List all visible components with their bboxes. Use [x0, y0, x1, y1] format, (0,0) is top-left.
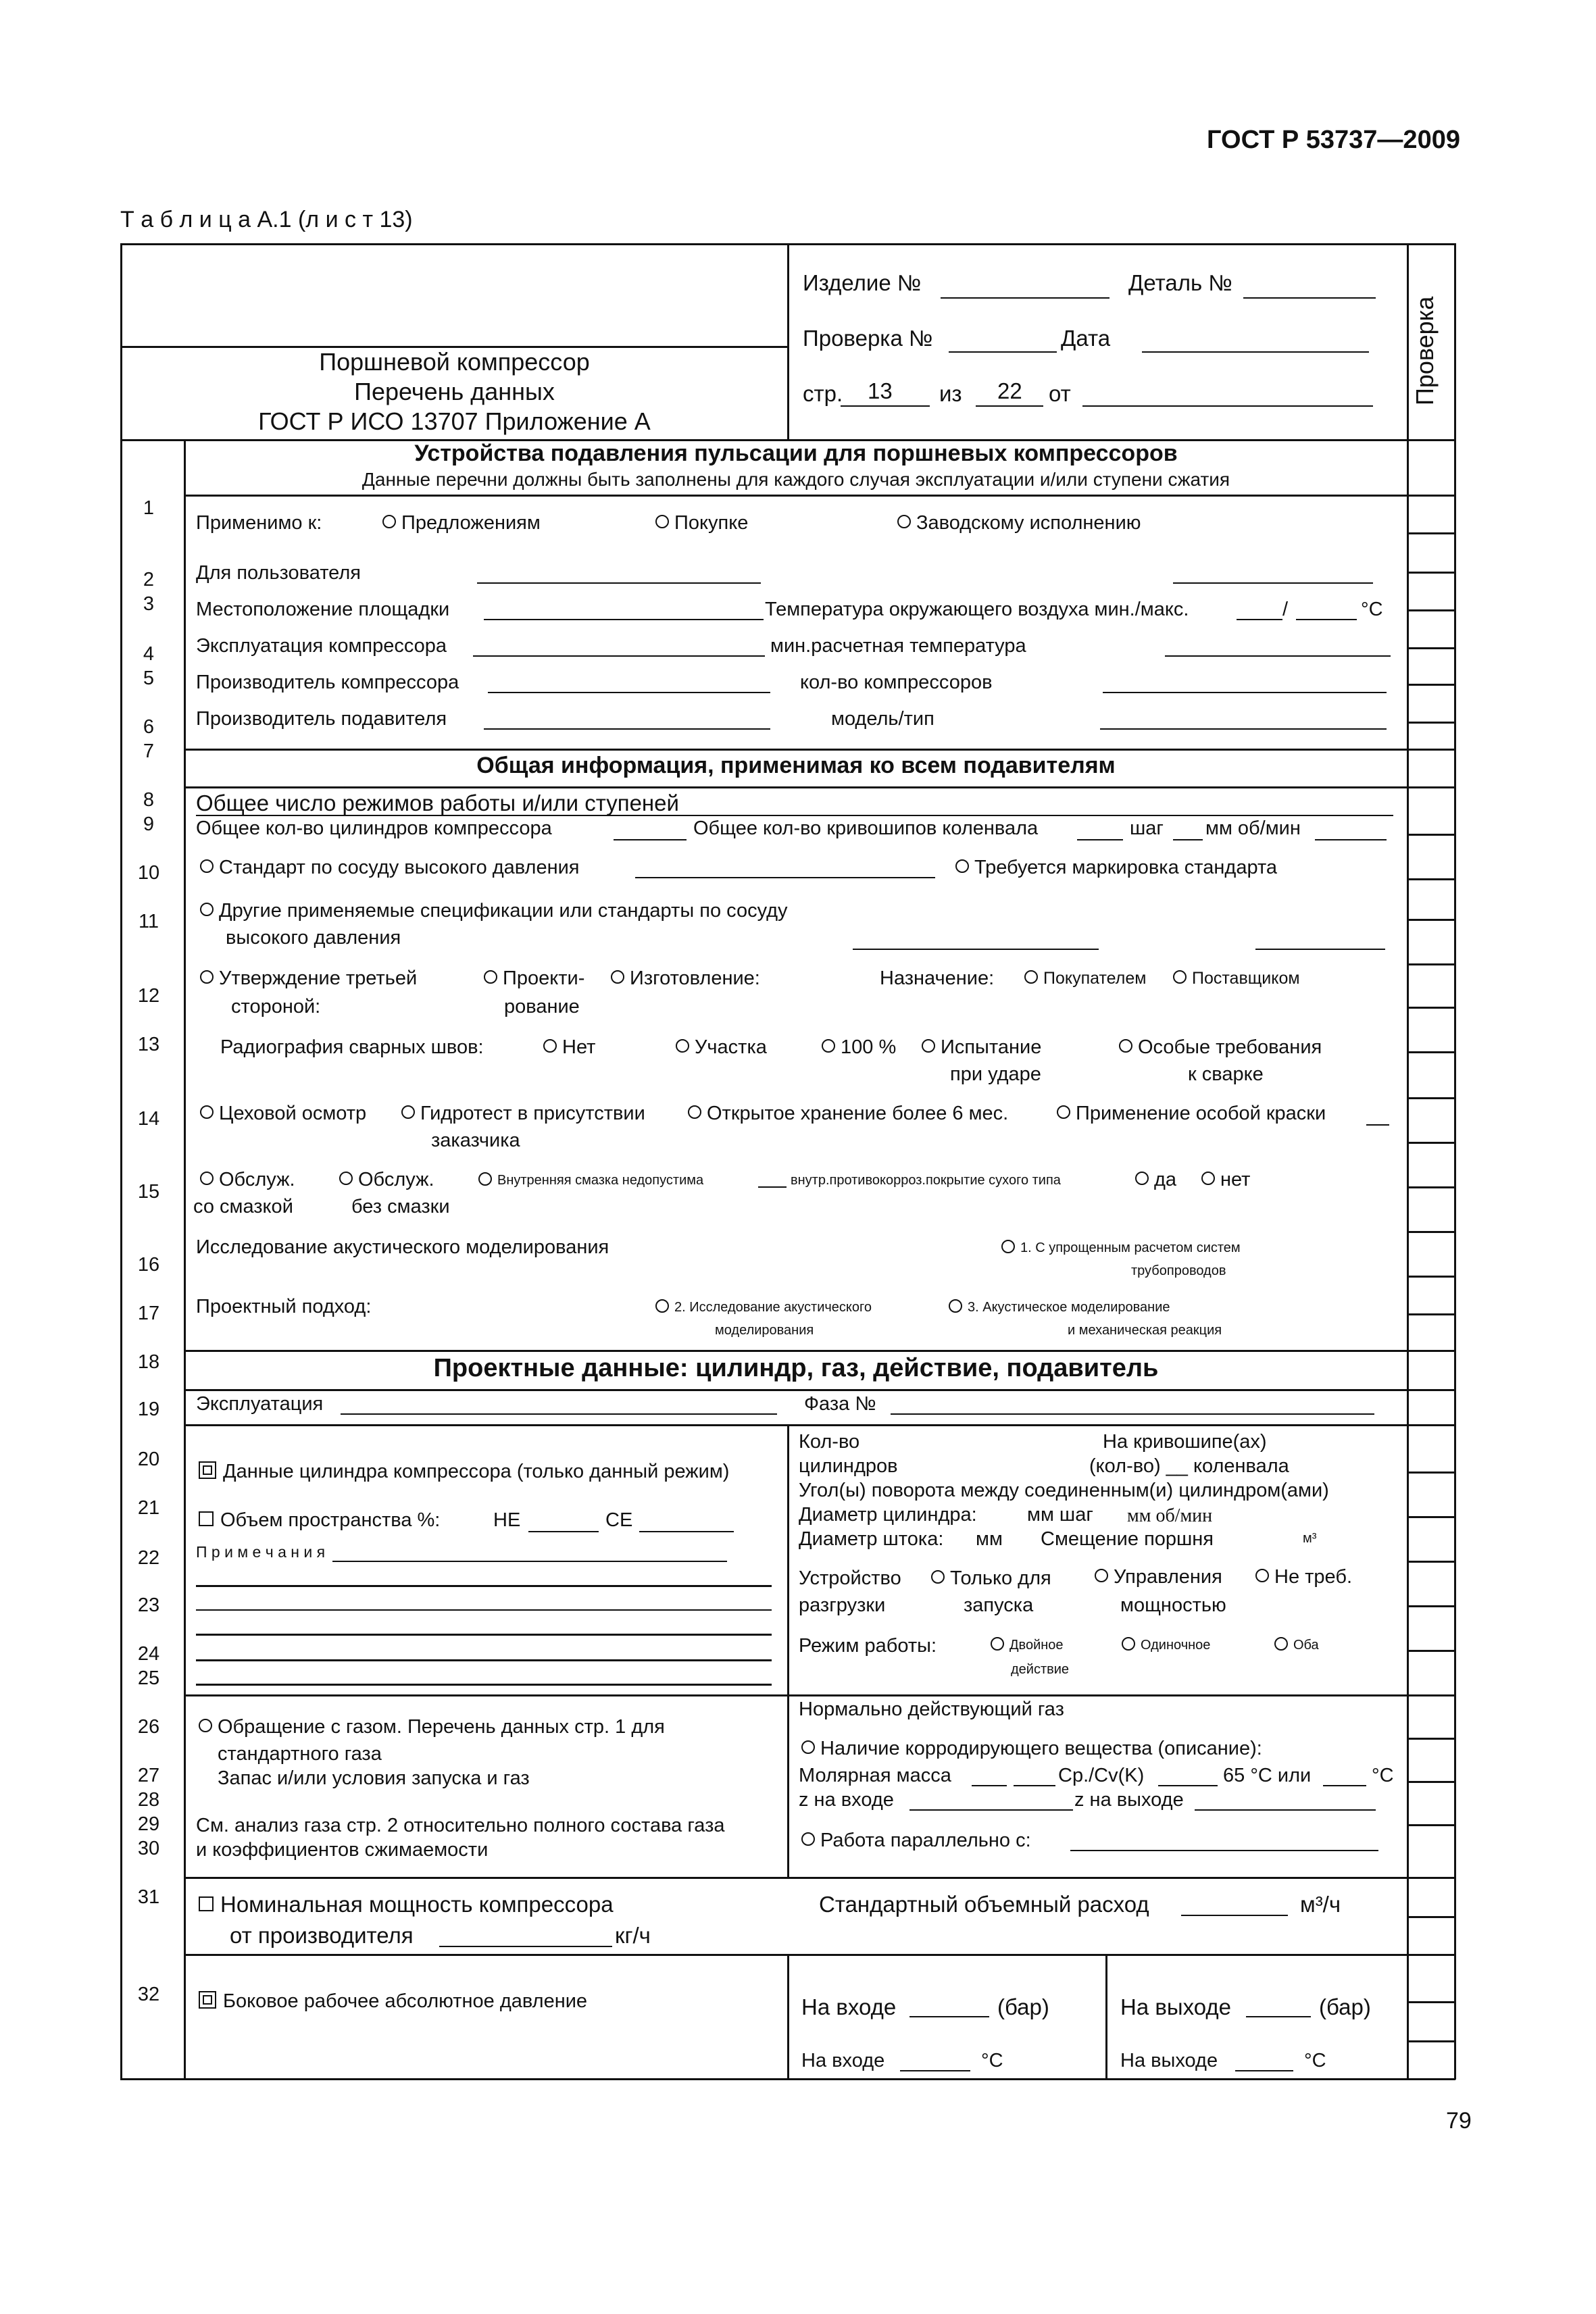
purpose-label: Назначение:: [880, 967, 995, 989]
third-party-option[interactable]: Утверждение третьей: [200, 967, 417, 990]
row-number: 19: [137, 1399, 160, 1420]
cylinder-data-checkbox[interactable]: Данные цилиндра компрессора (только данный режим): [199, 1461, 729, 1483]
angle-label: Угол(ы) поворота между соединенным(и) цилиндром(ами): [799, 1480, 1329, 1501]
radio-circle-icon: [1001, 1240, 1015, 1253]
radio-circle-icon: [822, 1039, 835, 1053]
row-number: 24: [137, 1643, 160, 1665]
row-number: 1: [143, 497, 155, 519]
checkbox-icon: [199, 1896, 214, 1911]
radio-circle-icon: [1274, 1637, 1288, 1651]
radio-circle-icon: [200, 1172, 214, 1185]
radio-circle-icon: [931, 1570, 945, 1584]
radio-circle-icon: [1173, 970, 1187, 984]
radio-circle-icon: [1255, 1569, 1269, 1582]
row-number: 27: [137, 1765, 160, 1786]
row-number: 14: [137, 1108, 160, 1130]
row-number: 20: [137, 1449, 160, 1470]
anticorr-yes-option[interactable]: да: [1135, 1169, 1176, 1191]
row-number: 6: [143, 716, 155, 738]
inlet-temp-unit: °С: [981, 2050, 1003, 2071]
radio-circle-icon: [478, 1172, 492, 1186]
step-field[interactable]: [1173, 839, 1203, 840]
design-option[interactable]: Проекти-: [484, 967, 584, 990]
ce-field[interactable]: [639, 1531, 734, 1532]
inlet-bar-field[interactable]: [909, 2016, 989, 2017]
hp-vessel-field[interactable]: [635, 877, 935, 878]
rated-capacity-checkbox[interactable]: Номинальная мощность компрессора: [199, 1892, 614, 1917]
rated-capacity-line2: от производителя: [230, 1923, 414, 1948]
notes-line[interactable]: [196, 1634, 772, 1636]
radio-circle-icon: [401, 1105, 415, 1119]
mm-rpm-label: мм об/мин: [1205, 818, 1301, 839]
radio-circle-icon: [1024, 970, 1038, 984]
radio-circle-icon: [897, 515, 911, 528]
checked-box-icon: [199, 1461, 216, 1479]
radiography-section-option[interactable]: Участка: [676, 1036, 767, 1059]
special-weld-line2: к сварке: [1188, 1063, 1264, 1085]
service-lubed-option[interactable]: Обслуж.: [200, 1169, 295, 1191]
row-number: 9: [143, 813, 155, 835]
radio-circle-icon: [955, 859, 969, 873]
row-number: 11: [138, 911, 159, 932]
not-required-option[interactable]: Не треб.: [1255, 1566, 1352, 1588]
title-line-2: Перечень данных: [354, 378, 555, 405]
std-flow-unit: м³/ч: [1300, 1892, 1341, 1917]
operation-field[interactable]: [341, 1413, 777, 1415]
row-number: 4: [143, 643, 155, 665]
row-number: 2: [143, 569, 155, 590]
radio-circle-icon: [200, 970, 214, 984]
purpose-buyer-option[interactable]: Покупателем: [1024, 969, 1146, 988]
corrosive-option[interactable]: Наличие корродирующего вещества (описание):: [801, 1738, 1262, 1760]
radio-circle-icon: [1057, 1105, 1070, 1119]
mode-label: Режим работы:: [799, 1635, 937, 1657]
internal-lube-option[interactable]: Внутренняя смазка недопустима: [478, 1173, 703, 1188]
applicable-purchase[interactable]: Покупке: [655, 512, 748, 534]
service-lubed-line2: со смазкой: [193, 1196, 293, 1217]
compressor-maker-field[interactable]: [488, 692, 770, 693]
radio-circle-icon: [484, 970, 497, 984]
deg65-label: 65 °С или: [1223, 1765, 1312, 1786]
radiography-no-option[interactable]: Нет: [543, 1036, 595, 1059]
purpose-supplier-option[interactable]: Поставщиком: [1173, 969, 1300, 988]
damper-maker-label: Производитель подавителя: [196, 708, 447, 730]
rpm-field[interactable]: [1315, 839, 1387, 840]
radio-circle-icon: [991, 1637, 1004, 1651]
page-of-word: из: [939, 381, 962, 406]
row-number: 13: [137, 1034, 160, 1055]
radio-circle-icon: [676, 1039, 689, 1053]
r-crank-line2: (кол-во) __ коленвала: [1089, 1455, 1289, 1477]
compressor-maker-label: Производитель компрессора: [196, 672, 459, 693]
std-flow-label: Стандартный объемный расход: [819, 1892, 1149, 1917]
radio-circle-icon: [1095, 1569, 1108, 1582]
page-number: 79: [1446, 2108, 1472, 2134]
open-storage-option[interactable]: Открытое хранение более 6 мес.: [688, 1103, 1008, 1125]
modes-label: Общее число режимов работы и/или ступеней: [196, 790, 679, 815]
checked-box-icon: [199, 1991, 216, 2009]
crank-count-label: Общее кол-во кривошипов коленвала: [693, 818, 1039, 839]
z-outlet-field[interactable]: [1195, 1809, 1376, 1811]
operation-label: Эксплуатация: [196, 1393, 324, 1415]
other-specs-field[interactable]: [853, 949, 1099, 950]
radio-circle-icon: [382, 515, 396, 528]
notes-line[interactable]: [196, 1659, 772, 1661]
outlet-bar-field[interactable]: [1246, 2016, 1311, 2017]
row-number: 18: [137, 1351, 160, 1373]
design-approach-label: Проектный подход:: [196, 1296, 372, 1317]
checkbox-icon: [199, 1511, 214, 1526]
radio-circle-icon: [655, 515, 669, 528]
section1-subtitle: Данные перечни должны быть заполнены для каждого случая эксплуатации и/или ступени сжатия: [361, 469, 1230, 490]
applicable-factory[interactable]: Заводскому исполнению: [897, 512, 1141, 534]
approach-3-line2: и механическая реакция: [1068, 1323, 1222, 1338]
molar-mass-field-2[interactable]: [1014, 1785, 1055, 1786]
temp-unit: °С: [1372, 1765, 1394, 1786]
notes-line[interactable]: [196, 1684, 772, 1686]
other-specs-field-2[interactable]: [1255, 949, 1385, 950]
ambient-temp-label: Температура окружающего воздуха мин./макс.: [765, 599, 1189, 620]
rated-capacity-unit: кг/ч: [615, 1923, 651, 1948]
rod-unit: мм: [976, 1528, 1003, 1550]
min-design-temp-field[interactable]: [1165, 655, 1391, 657]
radio-circle-icon: [801, 1740, 815, 1754]
page-current: 13: [868, 378, 893, 403]
table-title: Т а б л и ц а А.1 (л и с т 13): [120, 207, 413, 232]
special-paint-option[interactable]: Применение особой краски: [1057, 1103, 1326, 1125]
row-number: 10: [137, 862, 160, 884]
other-specs-line2: высокого давления: [226, 927, 401, 949]
outlet-temp-unit: °С: [1304, 2050, 1326, 2071]
r-cyl-count-label: Кол-во: [799, 1431, 860, 1453]
radio-circle-icon: [1201, 1172, 1215, 1185]
start-only-option[interactable]: Только для: [931, 1567, 1051, 1590]
shop-inspection-option[interactable]: Цеховой осмотр: [200, 1103, 366, 1125]
service-nolube-option[interactable]: Обслуж.: [339, 1169, 434, 1191]
radio-circle-icon: [543, 1039, 557, 1053]
title-line-1: Поршневой компрессор: [319, 348, 590, 376]
third-party-line2: стороной:: [231, 996, 321, 1017]
page-total: 22: [997, 378, 1022, 403]
ambient-unit: °С: [1361, 599, 1383, 620]
detal-label: Деталь №: [1128, 270, 1232, 295]
inlet-bar-unit: (бар): [997, 1994, 1049, 2019]
inlet-bar-label: На входе: [801, 1994, 897, 2019]
inlet-temp-field[interactable]: [900, 2070, 970, 2071]
radio-circle-icon: [655, 1299, 669, 1313]
row-number: 23: [137, 1594, 160, 1616]
notes-label: П р и м е ч а н и я: [196, 1543, 326, 1561]
row-number: 12: [137, 985, 160, 1007]
notes-line[interactable]: [196, 1585, 772, 1587]
parallel-option[interactable]: Работа параллельно с:: [801, 1830, 1031, 1852]
anticorrosion-label: внутр.противокорроз.покрытие сухого типа: [791, 1173, 1061, 1188]
r-crank-label: На кривошипе(ах): [1103, 1431, 1267, 1453]
page-of-label: стр.: [803, 381, 843, 406]
compressor-operation-label: Эксплуатация компрессора: [196, 635, 447, 657]
row-number: 5: [143, 668, 155, 689]
cpcv-label: Ср./Сv(K): [1058, 1765, 1145, 1786]
r-cyl-count-line2: цилиндров: [799, 1455, 898, 1477]
single-acting-option[interactable]: Одиночное: [1122, 1638, 1210, 1653]
inlet-temp-label: На входе: [801, 2050, 885, 2071]
row-number: 28: [137, 1789, 160, 1811]
rated-capacity-field[interactable]: [439, 1946, 612, 1947]
row-number: 25: [137, 1667, 160, 1689]
outlet-bar-label: На выходе: [1120, 1994, 1231, 2019]
ambient-max-field[interactable]: [1296, 619, 1357, 620]
unloader-label: Устройство: [799, 1567, 901, 1589]
radio-circle-icon: [801, 1832, 815, 1846]
molar-mass-field[interactable]: [972, 1785, 1007, 1786]
standard-number: ГОСТ Р 53737—2009: [1207, 126, 1460, 154]
radio-circle-icon: [1122, 1637, 1135, 1651]
approach-1-option[interactable]: 1. С упрощенным расчетом систем: [1001, 1240, 1241, 1256]
row-number: 31: [137, 1886, 160, 1908]
piston-disp-unit: м³: [1303, 1531, 1317, 1546]
user-field-2[interactable]: [1173, 582, 1373, 584]
impact-test-option[interactable]: Испытание: [922, 1036, 1041, 1059]
marking-option[interactable]: Требуется маркировка стандарта: [955, 857, 1277, 879]
step-label: шаг: [1130, 818, 1164, 839]
radio-circle-icon: [1119, 1039, 1132, 1053]
gas-handling-line2: стандартного газа: [218, 1743, 382, 1765]
gas-handling-line3: Запас и/или условия запуска и газ: [218, 1767, 530, 1789]
capacity-control-option[interactable]: Управления: [1095, 1566, 1222, 1588]
proverka-no-label: Проверка №: [803, 326, 933, 351]
double-acting-line2: действие: [1011, 1662, 1070, 1677]
row-number: 7: [143, 740, 155, 762]
gas-analysis-line2: и коэффициентов сжимаемости: [196, 1839, 489, 1861]
ambient-min-field[interactable]: [1237, 619, 1282, 620]
ambient-slash: /: [1282, 599, 1289, 620]
hydrotest-line2: заказчика: [431, 1130, 520, 1151]
date-label: Дата: [1061, 326, 1111, 351]
bore-rpm-unit: мм об/мин: [1127, 1505, 1213, 1526]
phase-label: Фаза №: [804, 1393, 876, 1415]
capacity-control-line2: мощностью: [1120, 1594, 1226, 1616]
section2-title: Общая информация, применимая ко всем подавителям: [476, 753, 1116, 778]
temp-field[interactable]: [1323, 1785, 1366, 1786]
proverka-side-label: Проверка: [1411, 296, 1439, 405]
compressor-operation-field[interactable]: [473, 655, 765, 657]
piston-disp-label: Смещение поршня: [1041, 1528, 1214, 1550]
manufacture-option[interactable]: Изготовление:: [611, 967, 760, 990]
z-inlet-label: z на входе: [799, 1789, 894, 1811]
model-type-field[interactable]: [1100, 728, 1387, 730]
section3-title: Проектные данные: цилиндр, газ, действие, подавитель: [433, 1354, 1159, 1382]
ce-label: СЕ: [605, 1509, 633, 1531]
row-number: 8: [143, 789, 155, 811]
row-number: 3: [143, 593, 155, 615]
approach-2-line2: моделирования: [715, 1323, 814, 1338]
radio-circle-icon: [688, 1105, 701, 1119]
special-paint-field[interactable]: [1366, 1124, 1389, 1126]
compressor-count-field[interactable]: [1103, 692, 1387, 693]
compressor-count-label: кол-во компрессоров: [800, 672, 993, 693]
hydrotest-option[interactable]: Гидротест в присутствии: [401, 1103, 645, 1125]
min-design-temp-label: мин.расчетная температура: [770, 635, 1026, 657]
approach-3-option[interactable]: 3. Акустическое моделирование: [949, 1300, 1170, 1315]
row-number: 32: [137, 1984, 160, 2005]
start-only-line2: запуска: [964, 1594, 1034, 1616]
radio-circle-icon: [200, 903, 214, 916]
z-outlet-label: z на выходе: [1074, 1789, 1184, 1811]
he-label: НЕ: [493, 1509, 521, 1531]
radio-circle-icon: [200, 1105, 214, 1119]
izdelie-label: Изделие №: [803, 270, 922, 295]
gas-analysis-label: См. анализ газа стр. 2 относительно полного состава газа: [196, 1815, 725, 1836]
std-flow-field[interactable]: [1181, 1915, 1288, 1916]
row-number: 21: [137, 1497, 160, 1519]
unloader-line2: разгрузки: [799, 1594, 886, 1616]
site-field[interactable]: [484, 619, 764, 620]
user-field[interactable]: [477, 582, 761, 584]
applicable-proposals[interactable]: Предложениям: [382, 512, 541, 534]
double-acting-option[interactable]: Двойное: [991, 1638, 1064, 1653]
he-field[interactable]: [528, 1531, 599, 1532]
row-number: 29: [137, 1813, 160, 1835]
z-inlet-field[interactable]: [909, 1809, 1073, 1811]
row-number: 16: [137, 1254, 160, 1276]
radio-circle-icon: [949, 1299, 962, 1313]
special-weld-option[interactable]: Особые требования: [1119, 1036, 1322, 1059]
row-number: 17: [137, 1303, 160, 1324]
approach-2-option[interactable]: 2. Исследование акустического: [655, 1300, 872, 1315]
title-block: [122, 347, 787, 436]
radio-circle-icon: [199, 1719, 212, 1732]
row-number: 15: [137, 1181, 160, 1203]
radio-circle-icon: [922, 1039, 935, 1053]
outlet-temp-label: На выходе: [1120, 2050, 1218, 2071]
volume-checkbox[interactable]: Объем пространства %:: [199, 1509, 440, 1532]
cylinder-count-label: Общее кол-во цилиндров компрессора: [196, 818, 552, 839]
normal-gas-label: Нормально действующий газ: [799, 1699, 1064, 1720]
model-type-label: модель/тип: [831, 708, 934, 730]
user-label: Для пользователя: [196, 562, 361, 584]
radio-circle-icon: [200, 859, 214, 873]
notes-line[interactable]: [196, 1609, 772, 1611]
damper-maker-field[interactable]: [484, 728, 770, 730]
internal-lube-field[interactable]: [758, 1186, 787, 1188]
other-specs-option[interactable]: Другие применяемые спецификации или стандарты по сосуду: [200, 900, 788, 922]
radio-circle-icon: [1135, 1172, 1149, 1185]
outlet-bar-unit: (бар): [1319, 1994, 1371, 2019]
bore-unit: мм шаг: [1027, 1504, 1093, 1526]
acoustic-study-label: Исследование акустического моделирования: [196, 1236, 609, 1258]
parallel-field[interactable]: [1070, 1850, 1378, 1851]
phase-field[interactable]: [891, 1413, 1374, 1415]
cpcv-field[interactable]: [1158, 1785, 1218, 1786]
design-line2: рование: [504, 996, 580, 1017]
title-line-3: ГОСТ Р ИСО 13707 Приложение А: [258, 407, 651, 435]
impact-test-line2: при ударе: [950, 1063, 1041, 1085]
molar-mass-label: Молярная масса: [799, 1765, 951, 1786]
outlet-temp-field[interactable]: [1235, 2070, 1293, 2071]
row-number: 22: [137, 1547, 160, 1569]
gas-handling-option[interactable]: Обращение с газом. Перечень данных стр. 1 для: [199, 1716, 665, 1738]
radiography-label: Радиография сварных швов:: [220, 1036, 484, 1058]
approach-1-line2: трубопроводов: [1131, 1263, 1226, 1278]
radio-circle-icon: [611, 970, 624, 984]
anticorr-no-option[interactable]: нет: [1201, 1169, 1250, 1191]
rod-label: Диаметр штока:: [799, 1528, 944, 1550]
both-acting-option[interactable]: Оба: [1274, 1638, 1319, 1653]
side-pressure-checkbox[interactable]: Боковое рабочее абсолютное давление: [199, 1990, 587, 2013]
applicable-label: Применимо к:: [196, 512, 322, 534]
row-number: 26: [137, 1716, 160, 1738]
row-number: 30: [137, 1838, 160, 1859]
radio-circle-icon: [339, 1172, 353, 1185]
service-nolube-line2: без смазки: [351, 1196, 450, 1217]
crank-count-field[interactable]: [1077, 839, 1123, 840]
cylinder-count-field[interactable]: [614, 839, 687, 840]
section1-title: Устройства подавления пульсации для поршневых компрессоров: [414, 441, 1178, 466]
hp-vessel-option[interactable]: Стандарт по сосуду высокого давления: [200, 857, 580, 879]
from-label: от: [1049, 381, 1071, 406]
bore-label: Диаметр цилиндра:: [799, 1504, 977, 1526]
site-label: Местоположение площадки: [196, 599, 450, 620]
radiography-100-option[interactable]: 100 %: [822, 1036, 896, 1059]
